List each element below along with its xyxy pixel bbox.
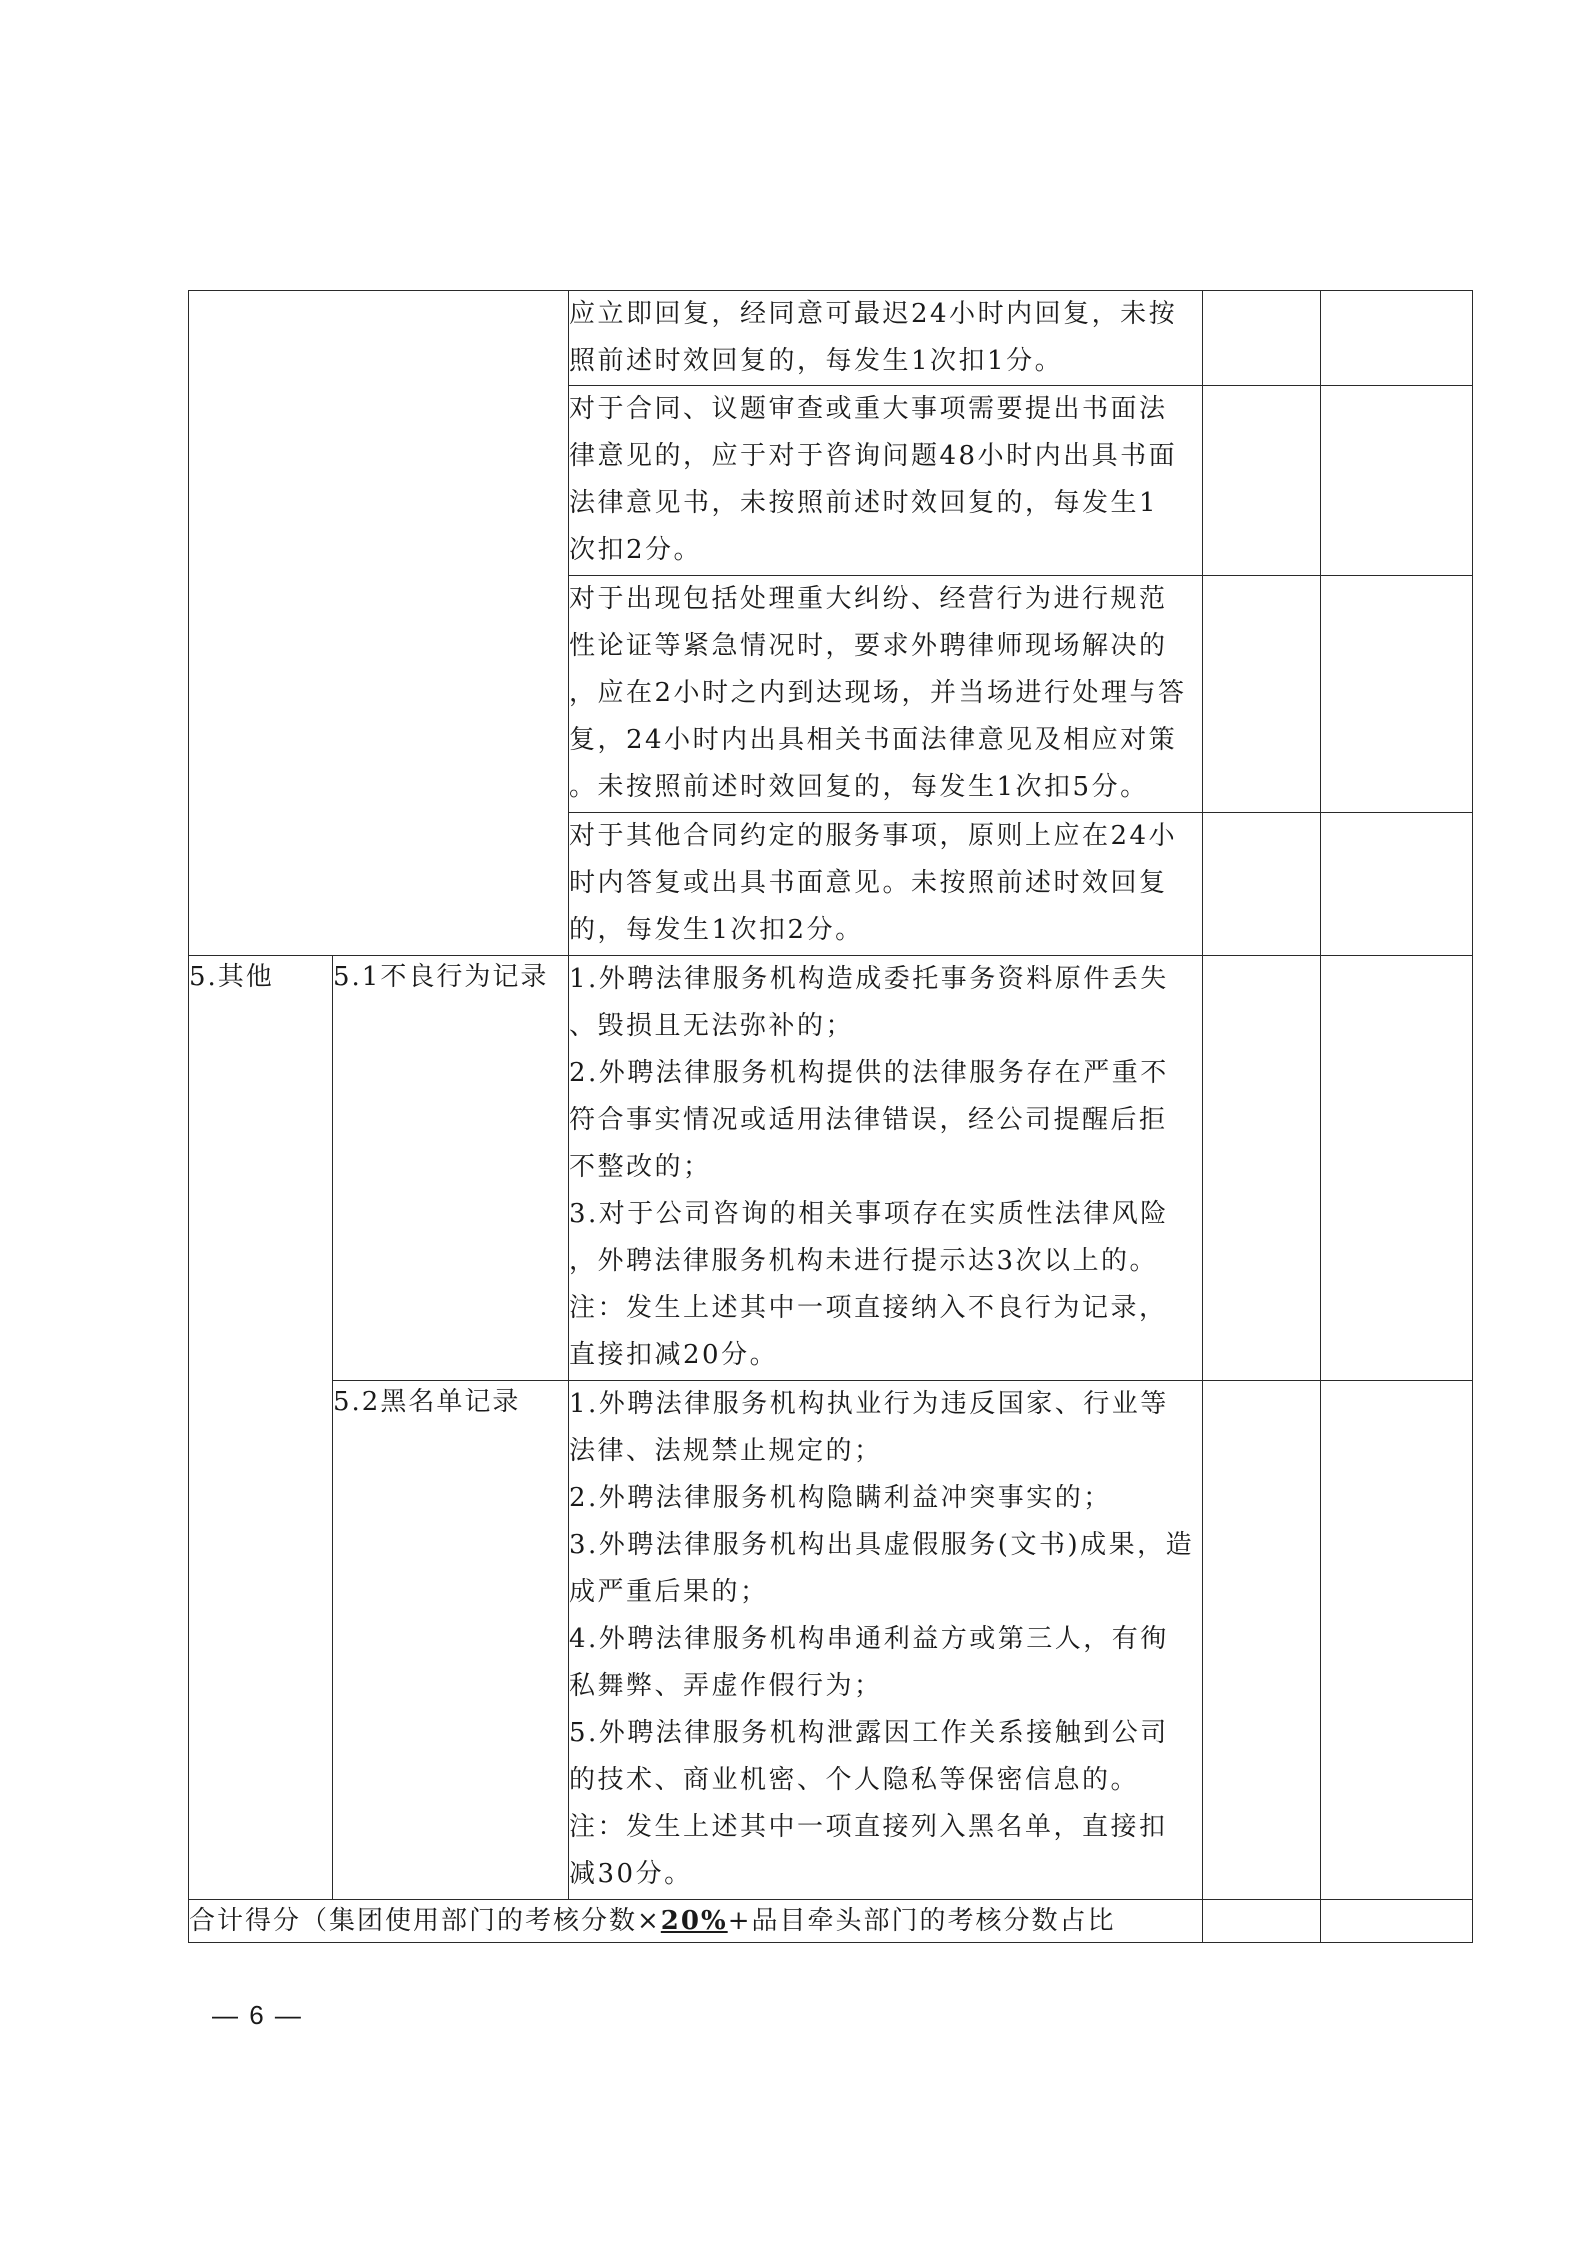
content-line: 的，每发生1次扣2分。 bbox=[569, 915, 864, 945]
page-number: — 6 — bbox=[212, 2000, 303, 2030]
category-cell-empty bbox=[189, 291, 569, 956]
content-line: 2.外聘法律服务机构提供的法律服务存在严重不 bbox=[569, 1058, 1169, 1088]
content-line: 不整改的； bbox=[569, 1152, 712, 1182]
remark-cell bbox=[1321, 813, 1473, 956]
content-line: ，应在2小时之内到达现场，并当场进行处理与答 bbox=[569, 678, 1187, 708]
content-line: 对于出现包括处理重大纠纷、经营行为进行规范 bbox=[569, 584, 1168, 614]
criteria-cell bbox=[569, 956, 1203, 1381]
category-label: 5.其他 bbox=[189, 956, 333, 1900]
table-row bbox=[189, 956, 1473, 1381]
content-line: 3.外聘法律服务机构出具虚假服务(文书)成果，造 bbox=[569, 1530, 1195, 1560]
content-line: 对于合同、议题审查或重大事项需要提出书面法 bbox=[569, 394, 1168, 424]
content-line: 成严重后果的； bbox=[569, 1577, 769, 1607]
criteria-cell bbox=[569, 576, 1203, 813]
table-row bbox=[189, 291, 1473, 386]
remark-cell bbox=[1321, 576, 1473, 813]
content-line: 注：发生上述其中一项直接纳入不良行为记录， bbox=[569, 1293, 1168, 1323]
total-suffix: +品目牵头部门的考核分数占比 bbox=[727, 1906, 1116, 1936]
content-line: 减30分。 bbox=[569, 1859, 693, 1889]
content-line: 私舞弊、弄虚作假行为； bbox=[569, 1671, 883, 1701]
total-prefix: 合计得分（集团使用部门的考核分数× bbox=[189, 1906, 661, 1936]
score-cell bbox=[1203, 813, 1321, 956]
content-line: 1.外聘法律服务机构执业行为违反国家、行业等 bbox=[569, 1389, 1169, 1419]
score-cell bbox=[1203, 386, 1321, 576]
content-line: 时内答复或出具书面意见。未按照前述时效回复 bbox=[569, 868, 1168, 898]
content-line: 性论证等紧急情况时，要求外聘律师现场解决的 bbox=[569, 631, 1168, 661]
content-line: 对于其他合同约定的服务事项，原则上应在24小 bbox=[569, 821, 1178, 851]
content-line: 3.对于公司咨询的相关事项存在实质性法律风险 bbox=[569, 1199, 1169, 1229]
score-cell bbox=[1203, 956, 1321, 1381]
content-line: 法律意见书，未按照前述时效回复的，每发生1 bbox=[569, 488, 1159, 518]
content-line: 注：发生上述其中一项直接列入黑名单，直接扣 bbox=[569, 1812, 1168, 1842]
content-line: ，外聘法律服务机构未进行提示达3次以上的。 bbox=[569, 1246, 1159, 1276]
criteria-cell bbox=[569, 291, 1203, 386]
subcategory-label: 5.1不良行为记录 bbox=[333, 956, 569, 1381]
score-cell bbox=[1203, 1900, 1321, 1943]
content-line: 符合事实情况或适用法律错误，经公司提醒后拒 bbox=[569, 1105, 1168, 1135]
content-line: 法律、法规禁止规定的； bbox=[569, 1436, 883, 1466]
remark-cell bbox=[1321, 291, 1473, 386]
remark-cell bbox=[1321, 1381, 1473, 1900]
total-row bbox=[189, 1900, 1473, 1943]
score-cell bbox=[1203, 576, 1321, 813]
content-line: 复，24小时内出具相关书面法律意见及相应对策 bbox=[569, 725, 1178, 755]
content-line: 律意见的，应于对于咨询问题48小时内出具书面 bbox=[569, 441, 1178, 471]
content-line: 。未按照前述时效回复的，每发生1次扣5分。 bbox=[569, 772, 1149, 802]
criteria-cell bbox=[569, 386, 1203, 576]
score-cell bbox=[1203, 291, 1321, 386]
content-line: 的技术、商业机密、个人隐私等保密信息的。 bbox=[569, 1765, 1140, 1795]
content-line: 、毁损且无法弥补的； bbox=[569, 1011, 855, 1041]
total-label bbox=[189, 1900, 1203, 1943]
criteria-cell bbox=[569, 813, 1203, 956]
table-row bbox=[189, 1381, 1473, 1900]
remark-cell bbox=[1321, 1900, 1473, 1943]
remark-cell bbox=[1321, 956, 1473, 1381]
content-line: 应立即回复，经同意可最迟24小时内回复，未按 bbox=[569, 299, 1178, 329]
content-line: 照前述时效回复的，每发生1次扣1分。 bbox=[569, 346, 1064, 376]
subcategory-label: 5.2黑名单记录 bbox=[333, 1381, 569, 1900]
content-line: 次扣2分。 bbox=[569, 535, 703, 565]
assessment-table bbox=[188, 290, 1473, 1943]
remark-cell bbox=[1321, 386, 1473, 576]
content-line: 1.外聘法律服务机构造成委托事务资料原件丢失 bbox=[569, 964, 1169, 994]
total-percent: 20% bbox=[660, 1906, 728, 1936]
criteria-cell bbox=[569, 1381, 1203, 1900]
score-cell bbox=[1203, 1381, 1321, 1900]
content-line: 2.外聘法律服务机构隐瞒利益冲突事实的； bbox=[569, 1483, 1112, 1513]
content-line: 5.外聘法律服务机构泄露因工作关系接触到公司 bbox=[569, 1718, 1169, 1748]
content-line: 4.外聘法律服务机构串通利益方或第三人，有徇 bbox=[569, 1624, 1169, 1654]
content-line: 直接扣减20分。 bbox=[569, 1340, 779, 1370]
